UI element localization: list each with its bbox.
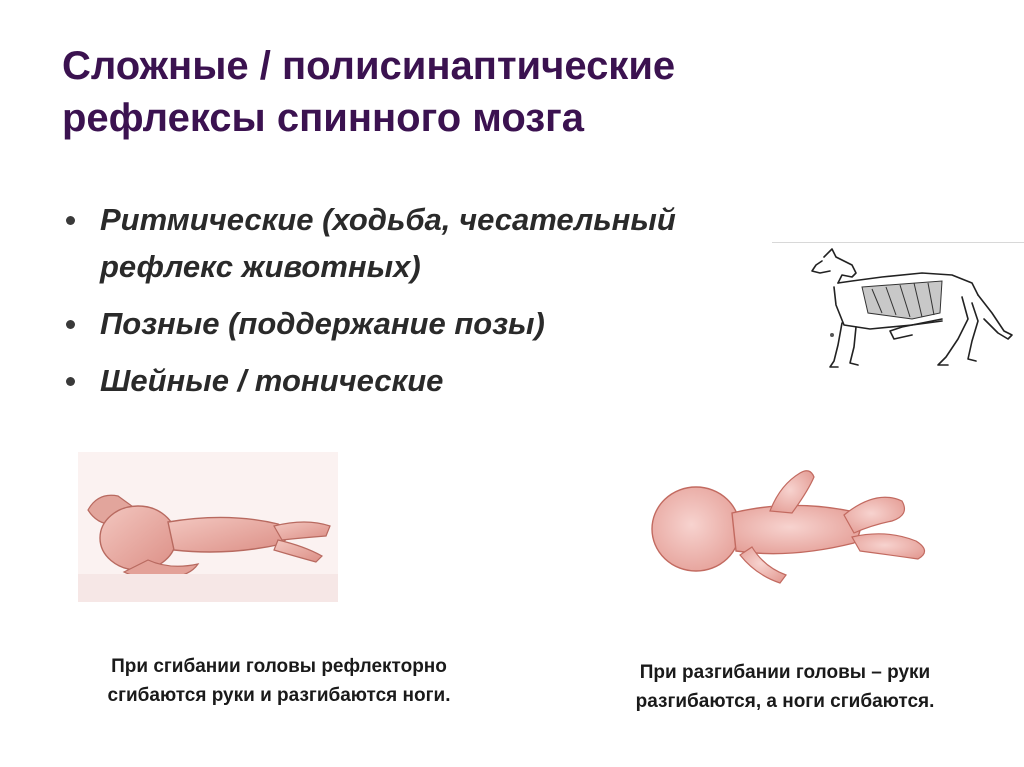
bullet-postural (62, 300, 862, 347)
bullet-tonic-neck (62, 357, 862, 404)
bullet-tonic-neck-text: Шейные / тонические (100, 363, 444, 398)
slide-title-line-2: рефлексы спинного мозга (62, 96, 585, 140)
infant-extension-icon (640, 455, 940, 605)
bullet-dot-icon (66, 377, 75, 386)
infant-flexion-illustration (78, 452, 338, 602)
bullet-rhythmic-line-2: рефлекс животных) (100, 249, 421, 284)
dog-illustration-panel (772, 242, 1024, 391)
caption-head-flexion (34, 652, 524, 710)
slide-title-line-1: Сложные / полисинаптические (62, 44, 676, 88)
slide-title (62, 40, 942, 144)
caption-head-extension-line-1: При разгибании головы – руки (639, 662, 931, 683)
caption-head-extension-line-2: разгибаются, а ноги сгибаются. (635, 691, 935, 712)
bullet-rhythmic (62, 196, 862, 290)
bullet-rhythmic-line-1: Ритмические (ходьба, чесательный (100, 202, 676, 237)
scratching-dog-icon (772, 243, 1024, 391)
caption-head-flexion-line-1: При сгибании головы рефлекторно (111, 656, 447, 677)
caption-head-extension (560, 658, 1010, 716)
reflex-types-list (62, 196, 862, 414)
bullet-postural-text: Позные (поддержание позы) (100, 306, 545, 341)
infant-flexion-icon (78, 452, 338, 602)
infant-extension-illustration (640, 455, 940, 605)
caption-head-flexion-line-2: сгибаются руки и разгибаются ноги. (107, 685, 451, 706)
bullet-dot-icon (66, 216, 75, 225)
bullet-dot-icon (66, 320, 75, 329)
